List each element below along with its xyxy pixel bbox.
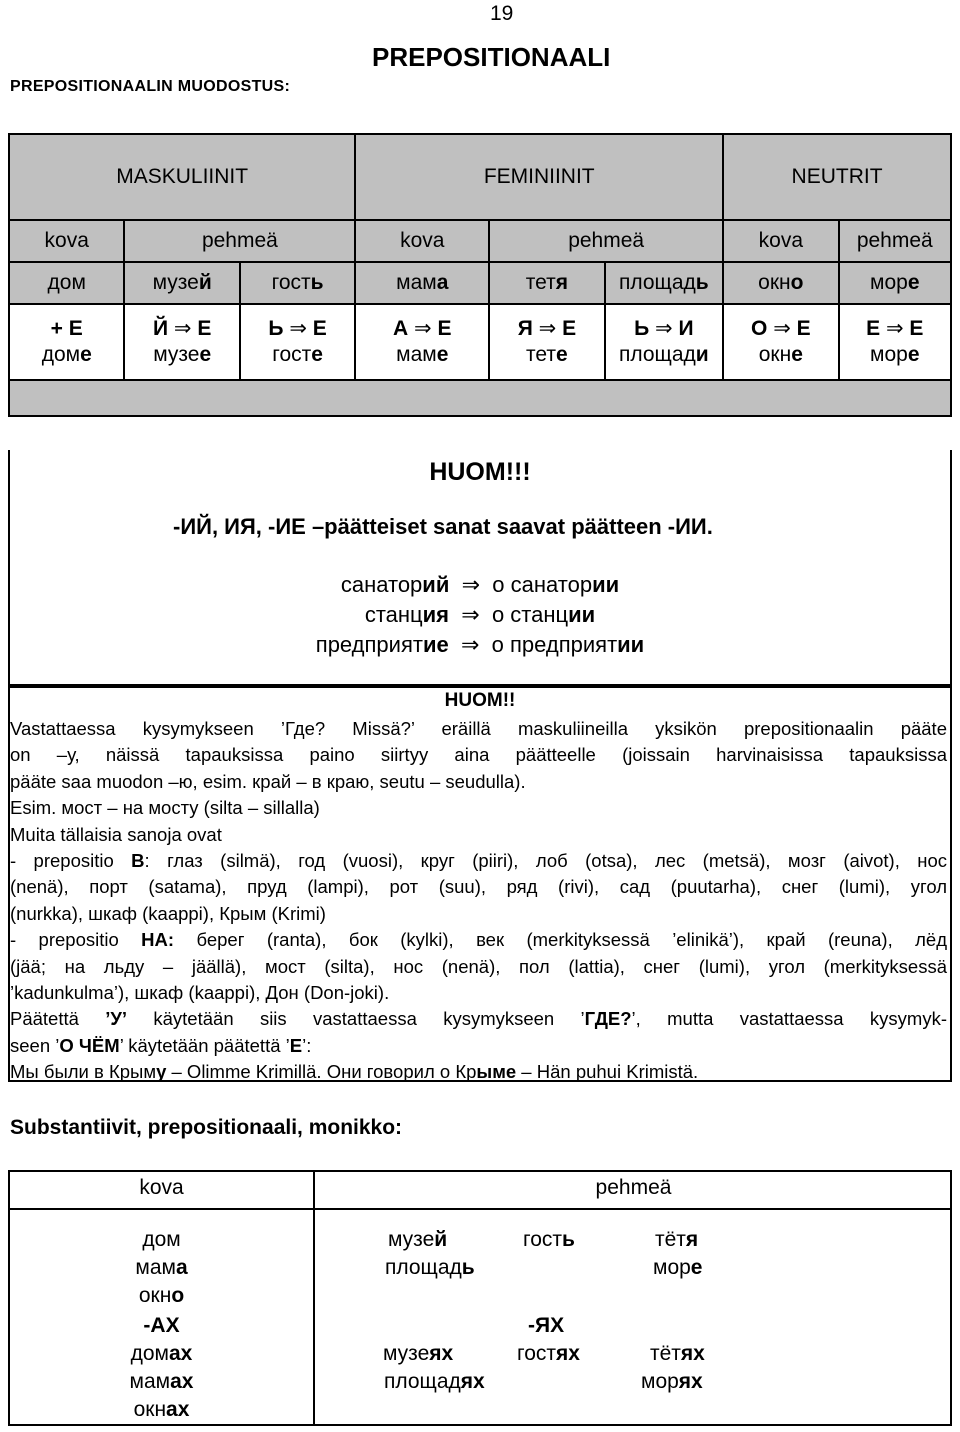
note-line: (nenä), порт (satama), пруд (lampi), рот (suu), ряд (rivi), сад (puutarha), снег (lumi), угол bbox=[10, 876, 947, 898]
note-line: (nurkka), шкаф (kaappi), Крым (Krimi) bbox=[10, 902, 326, 924]
type-header: pehmeä bbox=[839, 220, 951, 262]
huom-title-1: HUOM!!! bbox=[429, 458, 531, 486]
header-divider bbox=[10, 1208, 950, 1210]
rule-cell: О ⇒ Е окне bbox=[723, 304, 838, 380]
arrow-icon: ⇒ bbox=[455, 572, 487, 597]
example-line: станция ⇒ о станции bbox=[364, 602, 596, 627]
plural-form: мамах bbox=[129, 1370, 194, 1393]
page-title: PREPOSITIONAALI bbox=[372, 42, 611, 72]
note-muita: Muita tällaisia sanoja ovat bbox=[10, 823, 222, 845]
huom-title-2: HUOM!! bbox=[444, 690, 516, 711]
word-cell: гость bbox=[240, 262, 355, 304]
word-cell: море bbox=[839, 262, 951, 304]
gender-header: MASKULIINIT bbox=[9, 134, 355, 220]
arrow-icon: ⇒ bbox=[289, 317, 307, 340]
word-cell: окно bbox=[723, 262, 838, 304]
arrow-icon: ⇒ bbox=[773, 317, 791, 340]
example-line: предприятие ⇒ о предприятии bbox=[315, 632, 645, 657]
note-line: on –у, näissä tapauksissa paino siirtyy aina päätteelle (joissain harvinaisissa tapauksissa bbox=[10, 744, 947, 766]
note-line: seen ’О ЧЁМ’ käytetään päätettä ’Е’: bbox=[10, 1034, 312, 1056]
word-row bbox=[9, 262, 951, 304]
rule-cell: + Е доме bbox=[9, 304, 124, 380]
plural-form: площадях bbox=[384, 1370, 485, 1393]
type-header: kova bbox=[355, 220, 489, 262]
plural-form: морях bbox=[641, 1370, 703, 1393]
plural-word: море bbox=[653, 1256, 703, 1279]
plural-word: мама bbox=[135, 1256, 188, 1279]
example-line: санаторий ⇒ о санатории bbox=[340, 572, 620, 597]
declension-table bbox=[8, 133, 952, 417]
gender-header: NEUTRIT bbox=[723, 134, 951, 220]
note-line: ’kadunkulma’), шкаф (kaappi), Дон (Don-joki). bbox=[10, 982, 390, 1004]
gender-header-row bbox=[9, 134, 951, 220]
note-line: (jää; на льду – jäällä), мост (silta), нос (nenä), пол (lattia), снег (lumi), угол (merkityksessä bbox=[10, 955, 947, 977]
plural-ending: -ЯХ bbox=[528, 1314, 565, 1337]
note-line: - prepositio НА: берег (ranta), бок (kylki), век (merkityksessä ’elinikä’), край (reuna), лёд bbox=[10, 929, 948, 951]
plural-form: музеях bbox=[383, 1342, 454, 1365]
rule-cell: А ⇒ Е маме bbox=[355, 304, 489, 380]
note-esim: Esim. мост – на мосту (silta – sillalla) bbox=[10, 797, 320, 819]
plural-word: площадь bbox=[385, 1256, 475, 1279]
gray-divider bbox=[9, 380, 951, 416]
rule-cell: Ь ⇒ И площади bbox=[605, 304, 724, 380]
section-subtitle: PREPOSITIONAALIN MUODOSTUS: bbox=[10, 78, 291, 95]
word-cell: дом bbox=[9, 262, 124, 304]
plural-word: тётя bbox=[655, 1228, 699, 1251]
gender-header: FEMINIINIT bbox=[355, 134, 723, 220]
plural-word: окно bbox=[138, 1284, 185, 1307]
page-number: 19 bbox=[490, 2, 514, 25]
rule-cell: Ь ⇒ Е госте bbox=[240, 304, 355, 380]
notes-text bbox=[10, 716, 947, 1086]
type-header: pehmeä bbox=[124, 220, 355, 262]
arrow-icon: ⇒ bbox=[454, 632, 486, 657]
plural-table bbox=[8, 1170, 952, 1426]
divider-row bbox=[9, 380, 951, 416]
arrow-icon: ⇒ bbox=[538, 317, 557, 340]
ii-rule: -ИЙ, ИЯ, -ИЕ –päätteiset sanat saavat päätteen -ИИ. bbox=[173, 514, 713, 539]
note-line: Vastattaessa kysymykseen ’Где? Missä?’ eräillä maskuliineilla yksikön prepositionaalin pääte bbox=[10, 718, 947, 739]
plural-word: дом bbox=[142, 1228, 181, 1251]
pehmea-header: pehmeä bbox=[595, 1176, 672, 1199]
plural-section-title: Substantiivit, prepositionaali, monikko: bbox=[10, 1116, 403, 1139]
plural-word: гость bbox=[523, 1228, 575, 1251]
arrow-icon: ⇒ bbox=[885, 317, 904, 340]
plural-form: гостях bbox=[517, 1342, 580, 1365]
word-cell: площадь bbox=[605, 262, 724, 304]
plural-ending: -АХ bbox=[143, 1314, 180, 1337]
note-line: pääte saa muodon –ю, esim. край – в краю, seutu – seudulla). bbox=[10, 770, 526, 792]
word-cell: мама bbox=[355, 262, 489, 304]
note-example: Мы были в Крыму – Olimme Krimillä. Они говорил о Крыме – Hän puhui Krimistä. bbox=[10, 1061, 699, 1083]
type-header-row bbox=[9, 220, 951, 262]
rule-cell: Й ⇒ Е музее bbox=[124, 304, 239, 380]
type-header: kova bbox=[9, 220, 124, 262]
rule-row bbox=[9, 304, 951, 380]
plural-form: тётях bbox=[650, 1342, 705, 1365]
note-line: Päätettä ’У’ käytetään siis vastattaessa kysymykseen ’ГДЕ?’, mutta vastattaessa kysymyk- bbox=[10, 1008, 947, 1030]
word-cell: тетя bbox=[489, 262, 604, 304]
plural-word: музей bbox=[388, 1228, 448, 1251]
type-header: pehmeä bbox=[489, 220, 723, 262]
rule-cell: Е ⇒ Е море bbox=[839, 304, 951, 380]
word-cell: музей bbox=[124, 262, 239, 304]
arrow-icon: ⇒ bbox=[455, 602, 486, 627]
plural-form: окнах bbox=[133, 1398, 190, 1421]
arrow-icon: ⇒ bbox=[414, 317, 432, 340]
type-header: kova bbox=[723, 220, 838, 262]
rule-cell: Я ⇒ Е тете bbox=[489, 304, 604, 380]
note-line: - prepositio В: глаз (silmä), год (vuosi), круг (piiri), лоб (otsa), лес (metsä), мозг (aivot), нос bbox=[10, 850, 948, 872]
kova-header: kova bbox=[139, 1176, 184, 1199]
arrow-icon: ⇒ bbox=[655, 317, 673, 340]
plural-form: домах bbox=[130, 1342, 193, 1365]
arrow-icon: ⇒ bbox=[173, 317, 192, 340]
